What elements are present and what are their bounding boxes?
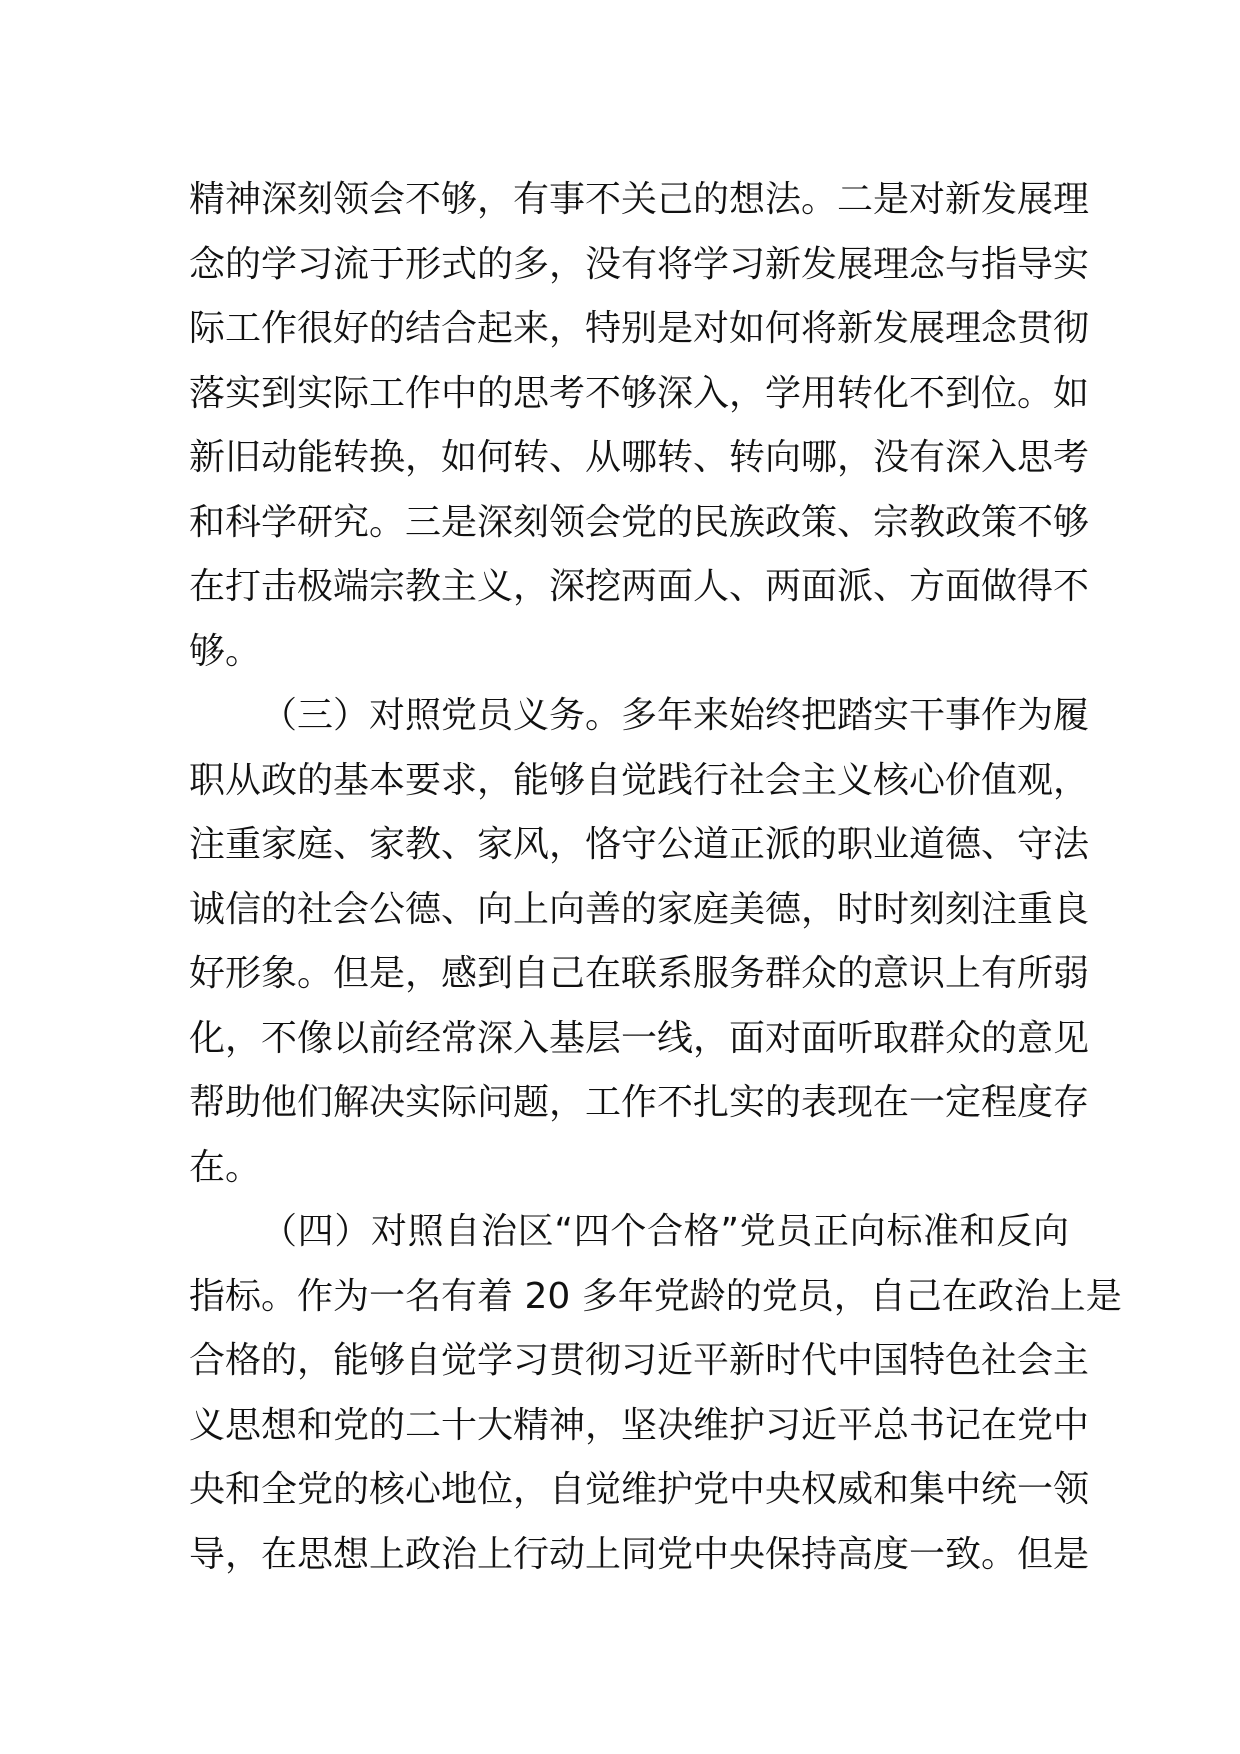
text-line: 央和全党的核心地位，自觉维护党中央权威和集中统一领 xyxy=(189,1469,1090,1510)
text-line: 在。 xyxy=(189,1146,262,1188)
text-line: 职从政的基本要求，能够自觉践行社会主义核心价值观， xyxy=(189,759,1090,801)
text-line: 导，在思想上政治上行动上同党中央保持高度一致。但是 xyxy=(189,1533,1090,1575)
text-line: 诚信的社会公德、向上向善的家庭美德，时时刻刻注重良 xyxy=(189,888,1090,930)
text-line: 合格的，能够自觉学习贯彻习近平新时代中国特色社会主 xyxy=(189,1340,1090,1381)
text-line: 落实到实际工作中的思考不够深入，学用转化不到位。如 xyxy=(189,372,1090,414)
text-line: 精神深刻领会不够，有事不关己的想法。二是对新发展理 xyxy=(189,179,1090,220)
text-line: 指标。作为一名有着 20 多年党龄的党员，自己在政治上是 xyxy=(189,1275,1122,1317)
text-line: 念的学习流于形式的多，没有将学习新发展理念与指导实 xyxy=(189,243,1090,285)
text-line: 义思想和党的二十大精神，坚决维护习近平总书记在党中 xyxy=(189,1404,1090,1446)
text-line: 和科学研究。三是深刻领会党的民族政策、宗教政策不够 xyxy=(189,501,1090,543)
text-line: 际工作很好的结合起来，特别是对如何将新发展理念贯彻 xyxy=(189,308,1090,349)
text-line: 在打击极端宗教主义，深挖两面人、两面派、方面做得不 xyxy=(189,566,1090,607)
section-heading-line: （三）对照党员义务。多年来始终把踏实干事作为履 xyxy=(261,695,1090,736)
text-line: 化，不像以前经常深入基层一线，面对面听取群众的意见 xyxy=(189,1017,1090,1059)
text-line: 帮助他们解决实际问题，工作不扎实的表现在一定程度存 xyxy=(189,1082,1090,1123)
document-body xyxy=(189,168,1122,1587)
text-line: 注重家庭、家教、家风，恪守公道正派的职业道德、守法 xyxy=(189,824,1090,865)
text-line: 够。 xyxy=(189,630,262,672)
section-heading-line: （四）对照自治区“四个合格”党员正向标准和反向 xyxy=(261,1211,1069,1252)
text-line: 好形象。但是，感到自己在联系服务群众的意识上有所弱 xyxy=(189,953,1090,994)
text-line: 新旧动能转换，如何转、从哪转、转向哪，没有深入思考 xyxy=(189,437,1090,478)
